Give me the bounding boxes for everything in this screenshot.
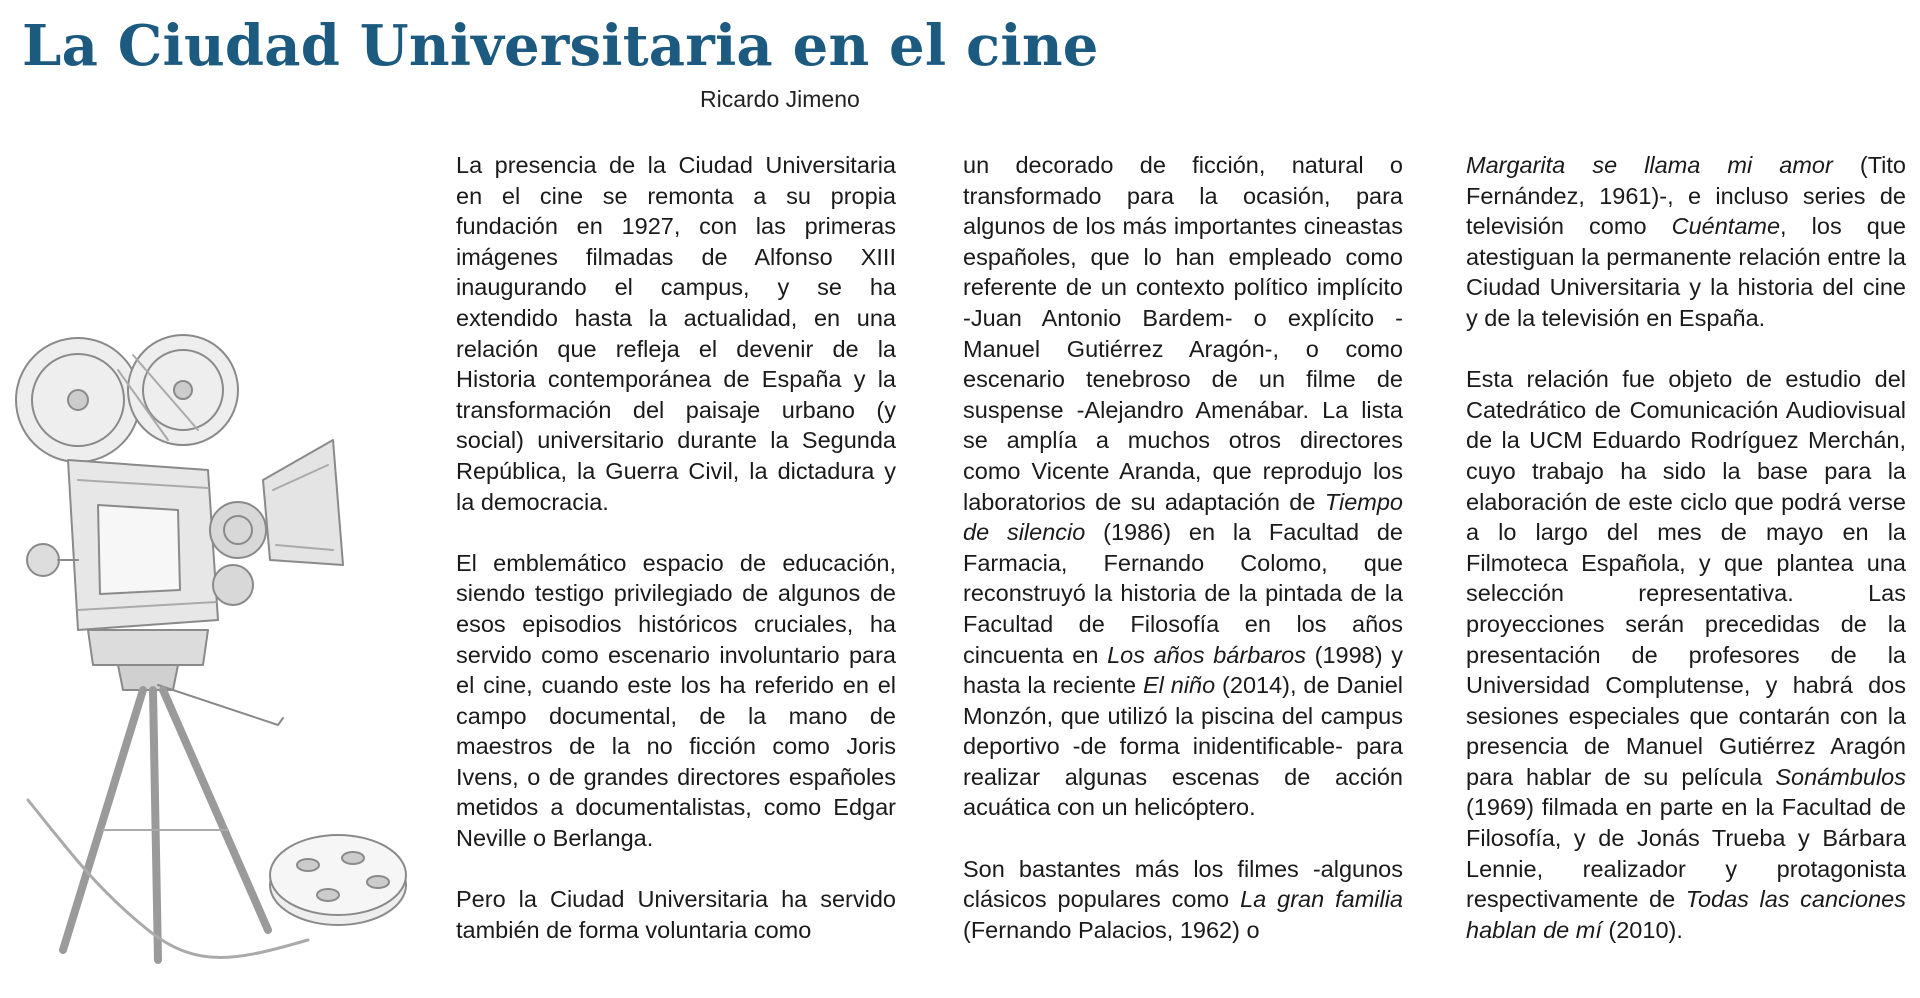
vintage-film-camera-icon [8,330,438,970]
film-title: Tiempo de silencio [963,488,1403,546]
paragraph: Margarita se llama mi amor (Tito Fernández, 1961)-, e incluso series de televisión como Cuéntame, los que atestiguan la permanente relación entre la Ciudad Universitaria y la historia del cine y de la televisión en España. [1466,152,1906,331]
film-title: Sonámbulos [1775,763,1906,790]
series-title: Cuéntame [1671,213,1781,240]
paragraph: Pero la Ciudad Universitaria ha servido también de forma voluntaria como [456,886,896,943]
paragraph: un decorado de ficción, natural o transformado para la ocasión, para algunos de los más importantes cineastas españoles, que lo han empleado como referente de un contexto político implícito -Juan Antonio Bardem- o explícito -Manuel Gutiérrez Aragón-, o como escenario tenebroso de un filme de suspense -Alejandro Amenábar. La lista se amplía a muchos otros directores como Vicente Aranda, que reprodujo los laboratorios de su adaptación de Tiempo de silencio (1986) en la Facultad de Farmacia, Fernando Colomo, que reconstruyó la historia de la pintada de la Facultad de Filosofía en los años cincuenta en Los años bárbaros (1998) y hasta la reciente El niño (2014), de Daniel Monzón, que utilizó la piscina del campus deportivo -de forma inidentificable- para realizar algunas escenas de acción acuática con un helicóptero. [963,152,1403,821]
paragraph: Esta relación fue objeto de estudio del Catedrático de Comunicación Audiovisual de la UCM Eduardo Rodríguez Merchán, cuyo trabajo ha sido la base para la elaboración de este ciclo que podrá verse a lo largo del mes de mayo en la Filmoteca Española, y que plantea una selección representativa. Las proyecciones serán precedidas de la presentación de profesores de la Universidad Complutense, y habrá dos sesiones especiales que contarán con la presencia de Manuel Gutiérrez Aragón para hablar de su película Sonámbulos (1969) filmada en parte en la Facultad de Filosofía, y de Jonás Trueba y Bárbara Lennie, realizador y protagonista respectivamente de Todas las canciones hablan de mí (2010). [1466,366,1906,943]
film-title: El niño [1142,672,1216,699]
film-title: La gran familia [1240,886,1404,913]
text-column-3 [1466,150,1906,945]
film-title: Margarita se llama mi amor [1466,152,1833,178]
film-title: Todas las canciones hablan de mí [1466,886,1906,943]
paragraph: La presencia de la Ciudad Universitaria en el cine se remonta a su propia fundación en 1927, con las primeras imágenes filmadas de Alfonso XIII inaugurando el campus, y se ha extendido hasta la actualidad, en una relación que refleja el devenir de la Historia contemporánea de España y la transformación del paisaje urbano (y social) universitario durante la Segunda República, la Guerra Civil, la dictadura y la democracia. [456,152,896,515]
film-title: Los años bárbaros [1107,641,1306,668]
author-name: Ricardo Jimeno [700,86,860,112]
article-title: La Ciudad Universitaria en el cine [22,13,1099,79]
text-column-2 [963,150,1403,945]
paragraph: El emblemático espacio de educación, siendo testigo privilegiado de algunos de esos episodios históricos cruciales, ha servido como escenario involuntario para el cine, cuando este los ha referido en el campo documental, de la mano de maestros de la no ficción como Joris Ivens, o de grandes directores españoles metidos a documentalistas, como Edgar Neville o Berlanga. [456,549,896,852]
paragraph: Son bastantes más los filmes -algunos clásicos populares como La gran familia (Fernando Palacios, 1962) o [963,855,1404,943]
text-column-1 [456,150,896,945]
